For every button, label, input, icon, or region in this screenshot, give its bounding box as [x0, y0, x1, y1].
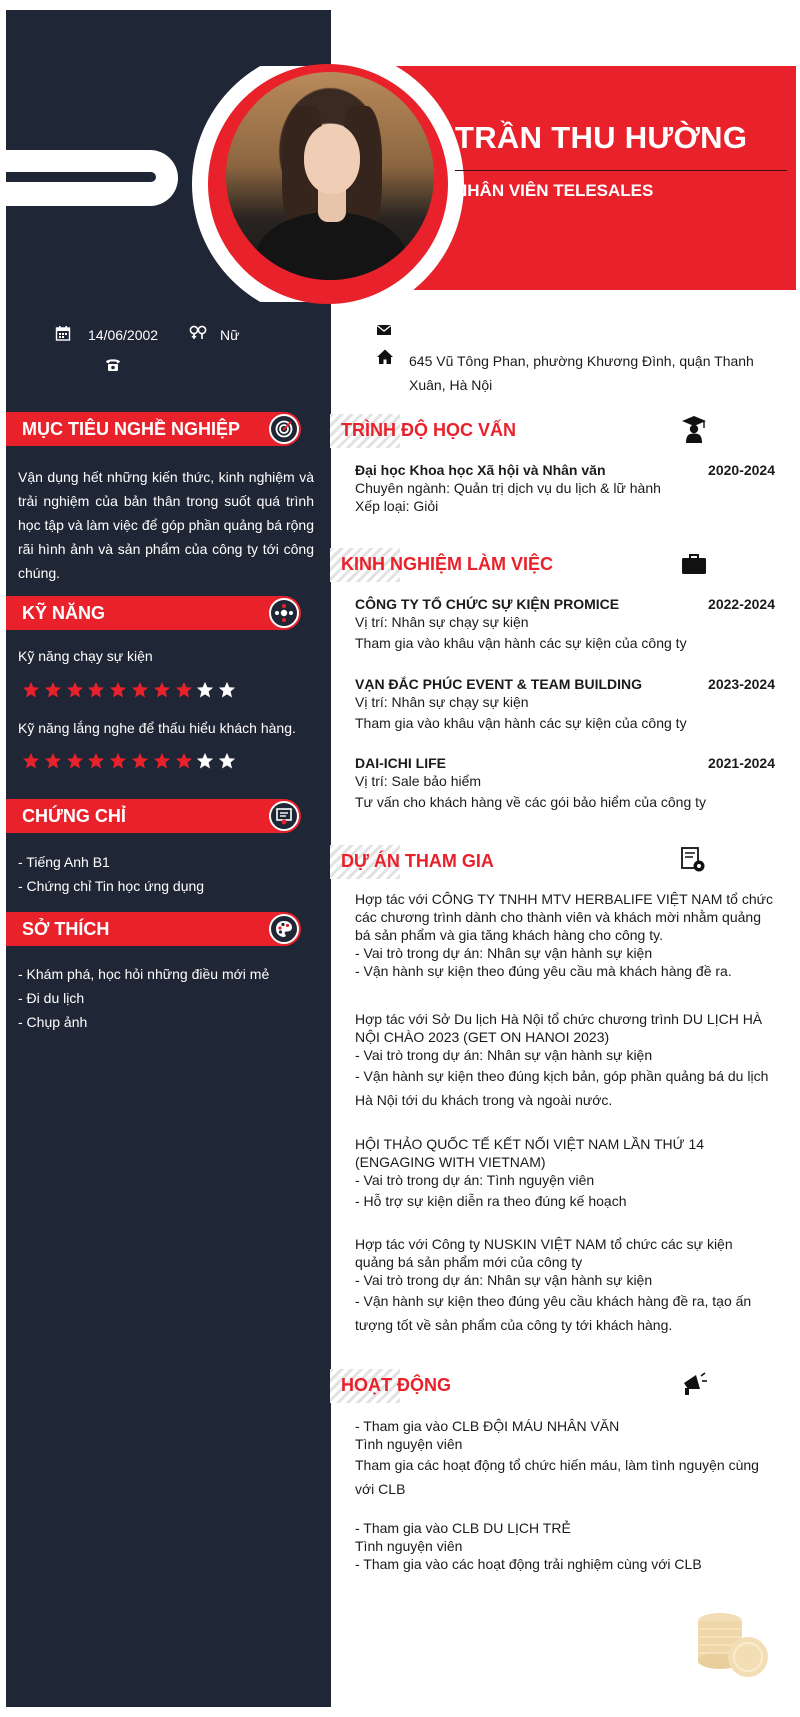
star-filled-icon: [175, 681, 193, 699]
project-role: - Vai trò trong dự án: Nhân sự vận hành sự kiện: [355, 1047, 653, 1063]
project-task: - Hỗ trợ sự kiện diễn ra theo đúng kế hoạch: [355, 1193, 627, 1209]
star-filled-icon: [66, 681, 84, 699]
section-header-objective: [6, 412, 301, 446]
project-task: - Vận hành sự kiện theo đúng yêu cầu mà khách hàng đề ra.: [355, 963, 732, 979]
header-divider: [300, 290, 800, 320]
list-item: - Chứng chỉ Tin học ứng dụng: [18, 878, 205, 894]
list-item: - Đi du lịch: [18, 990, 85, 1006]
project-intro: Hợp tác với Sở Du lịch Hà Nội tổ chức chương trình DU LỊCH HÀ NỘI CHÀO 2023 (GET ON HANOI 2023): [355, 1011, 763, 1045]
section-title-skills: KỸ NĂNG: [22, 603, 106, 623]
project-role: - Vai trò trong dự án: Nhân sự vận hành sự kiện: [355, 1272, 653, 1288]
date-of-birth: 14/06/2002: [88, 327, 159, 343]
objective-text: Vận dụng hết những kiến thức, kinh nghiệm và trải nghiệm của bản thân trong suốt quá trình học tập và làm việc để góp phần quảng bá rộng rãi hình ảnh và sản phẩm của công ty tới công chúng.: [18, 469, 314, 581]
star-filled-icon: [44, 752, 62, 770]
star-filled-icon: [153, 681, 171, 699]
gender-icon: [188, 324, 208, 340]
list-item: - Khám phá, học hỏi những điều mới mẻ: [18, 966, 270, 982]
star-empty-icon: [218, 752, 236, 770]
experience-desc: Tư vấn cho khách hàng về các gói bảo hiểm của công ty: [355, 794, 707, 810]
project-intro: Hợp tác với CÔNG TY TNHH MTV HERBALIFE VIỆT NAM tổ chức các chương trình dành cho thành viên và khách mời nhằm quảng bá sản phẩm và gia tăng khách hàng cho công ty.: [355, 891, 774, 943]
section-title-hobbies: SỞ THÍCH: [22, 919, 110, 939]
star-empty-icon: [196, 681, 214, 699]
activity-role: Tình nguyện viên: [355, 1436, 463, 1452]
activity-entry: [355, 1519, 775, 1573]
photo-body: [256, 212, 406, 280]
activity-entry: [355, 1417, 775, 1501]
project-task: - Vận hành sự kiện theo đúng kịch bản, góp phần quảng bá du lịch Hà Nội tới du khách trong và ngoài nước.: [355, 1068, 769, 1108]
project-task: - Vận hành sự kiện theo đúng yêu cầu khách hàng đề ra, tạo ấn tượng tốt về sản phẩm của công ty tới khách hàng.: [355, 1293, 752, 1333]
skill-rating: [22, 681, 236, 699]
company-name: DAI-ICHI LIFE: [355, 755, 446, 771]
star-filled-icon: [22, 681, 40, 699]
section-header-activities: [330, 1367, 710, 1407]
photo-face: [304, 124, 360, 194]
project-intro: Hợp tác với Công ty NUSKIN VIỆT NAM tổ chức các sự kiện quảng bá sản phẩm mới của công ty: [355, 1236, 733, 1270]
project-entry: [355, 890, 775, 980]
section-header-skills: [6, 596, 301, 630]
skill-name: Kỹ năng lắng nghe để thấu hiểu khách hàng.: [18, 720, 296, 736]
school-name: Đại học Khoa học Xã hội và Nhân văn: [355, 462, 606, 478]
activity-role: Tình nguyện viên: [355, 1538, 463, 1554]
education-entry: [355, 462, 775, 515]
section-header-hobbies: [6, 912, 301, 946]
project-role: - Vai trò trong dự án: Nhân sự vận hành sự kiện: [355, 945, 653, 961]
certificate-list: [18, 850, 204, 898]
calendar-icon: [55, 325, 71, 341]
candidate-role: NHÂN VIÊN TELESALES: [455, 181, 654, 200]
palette-icon: [269, 914, 299, 944]
phone-icon: [105, 356, 121, 372]
star-filled-icon: [153, 752, 171, 770]
experience-desc: Tham gia vào khâu vận hành các sự kiện của công ty: [355, 715, 687, 731]
project-settings-icon: [680, 845, 708, 875]
section-title-education: TRÌNH ĐỘ HỌC VẤN: [341, 420, 516, 440]
gender: Nữ: [220, 327, 240, 343]
briefcase-icon: [680, 548, 708, 578]
star-empty-icon: [218, 681, 236, 699]
graduate-icon: [680, 414, 708, 444]
section-header-education: [330, 412, 710, 452]
experience-years: 2022-2024: [708, 596, 775, 612]
project-entry: [355, 1010, 775, 1112]
sidebar-background-top: [192, 10, 331, 66]
company-name: VẠN ĐẮC PHÚC EVENT & TEAM BUILDING: [355, 676, 643, 692]
list-item: - Chụp ảnh: [18, 1014, 88, 1030]
star-filled-icon: [87, 681, 105, 699]
star-filled-icon: [131, 681, 149, 699]
activity-desc: Tham gia các hoạt động tổ chức hiến máu, làm tình nguyện cùng với CLB: [355, 1457, 759, 1497]
activity-club: - Tham gia vào CLB ĐỘI MÁU NHÂN VĂN: [355, 1418, 620, 1434]
education-grade: Xếp loại: Giỏi: [355, 498, 439, 514]
list-item: - Tiếng Anh B1: [18, 854, 110, 870]
profile-photo: [226, 72, 434, 280]
name-divider: [455, 170, 787, 171]
section-header-experience: [330, 546, 710, 586]
home-icon: [376, 348, 394, 366]
star-filled-icon: [87, 752, 105, 770]
section-title-experience: KINH NGHIỆM LÀM VIỆC: [341, 554, 554, 574]
experience-years: 2023-2024: [708, 676, 775, 692]
star-filled-icon: [44, 681, 62, 699]
section-header-projects: [330, 843, 710, 883]
experience-position: Vị trí: Nhân sự chạy sự kiện: [355, 694, 529, 710]
experience-entry: [355, 755, 775, 814]
star-filled-icon: [22, 752, 40, 770]
experience-entry: [355, 676, 775, 735]
star-filled-icon: [109, 752, 127, 770]
activity-desc: - Tham gia vào các hoạt động trải nghiệm cùng với CLB: [355, 1556, 702, 1572]
megaphone-icon: [680, 1369, 708, 1399]
activity-club: - Tham gia vào CLB DU LỊCH TRẺ: [355, 1520, 571, 1536]
address: 645 Vũ Tông Phan, phường Khương Đình, quận Thanh Xuân, Hà Nội: [409, 353, 754, 393]
certificate-icon: [269, 801, 299, 831]
experience-position: Vị trí: Nhân sự chạy sự kiện: [355, 614, 529, 630]
experience-position: Vị trí: Sale bảo hiểm: [355, 773, 482, 789]
section-header-certificates: [6, 799, 301, 833]
project-intro: HỘI THẢO QUỐC TẾ KẾT NỐI VIỆT NAM LẦN THỨ 14 (ENGAGING WITH VIETNAM): [355, 1136, 705, 1170]
company-name: CÔNG TY TỔ CHỨC SỰ KIỆN PROMICE: [355, 596, 620, 612]
star-filled-icon: [109, 681, 127, 699]
sidebar-background-mid: [192, 302, 331, 332]
experience-desc: Tham gia vào khâu vận hành các sự kiện của công ty: [355, 635, 687, 651]
section-title-certificates: CHỨNG CHỈ: [22, 806, 126, 826]
star-filled-icon: [66, 752, 84, 770]
mail-icon: [376, 322, 392, 338]
star-filled-icon: [131, 752, 149, 770]
experience-entry: [355, 596, 775, 655]
coins-illustration: [690, 1605, 776, 1683]
star-empty-icon: [196, 752, 214, 770]
project-role: - Vai trò trong dự án: Tình nguyện viên: [355, 1172, 595, 1188]
skills-icon: [269, 598, 299, 628]
education-major: Chuyên ngành: Quản trị dịch vụ du lịch & lữ hành: [355, 480, 661, 496]
hobby-list: [18, 962, 269, 1034]
decorative-bar-line: [6, 172, 156, 182]
section-title-activities: HOẠT ĐỘNG: [341, 1375, 451, 1395]
skill-rating: [22, 752, 236, 770]
experience-years: 2021-2024: [708, 755, 775, 771]
section-title-objective: MỤC TIÊU NGHỀ NGHIỆP: [22, 419, 241, 439]
education-years: 2020-2024: [708, 462, 775, 478]
target-icon: [269, 414, 299, 444]
section-title-projects: DỰ ÁN THAM GIA: [341, 851, 494, 871]
project-entry: [355, 1235, 775, 1337]
candidate-name: TRẦN THU HƯỜNG: [455, 120, 748, 155]
skill-name: Kỹ năng chạy sự kiện: [18, 648, 153, 664]
project-entry: [355, 1135, 775, 1213]
star-filled-icon: [175, 752, 193, 770]
